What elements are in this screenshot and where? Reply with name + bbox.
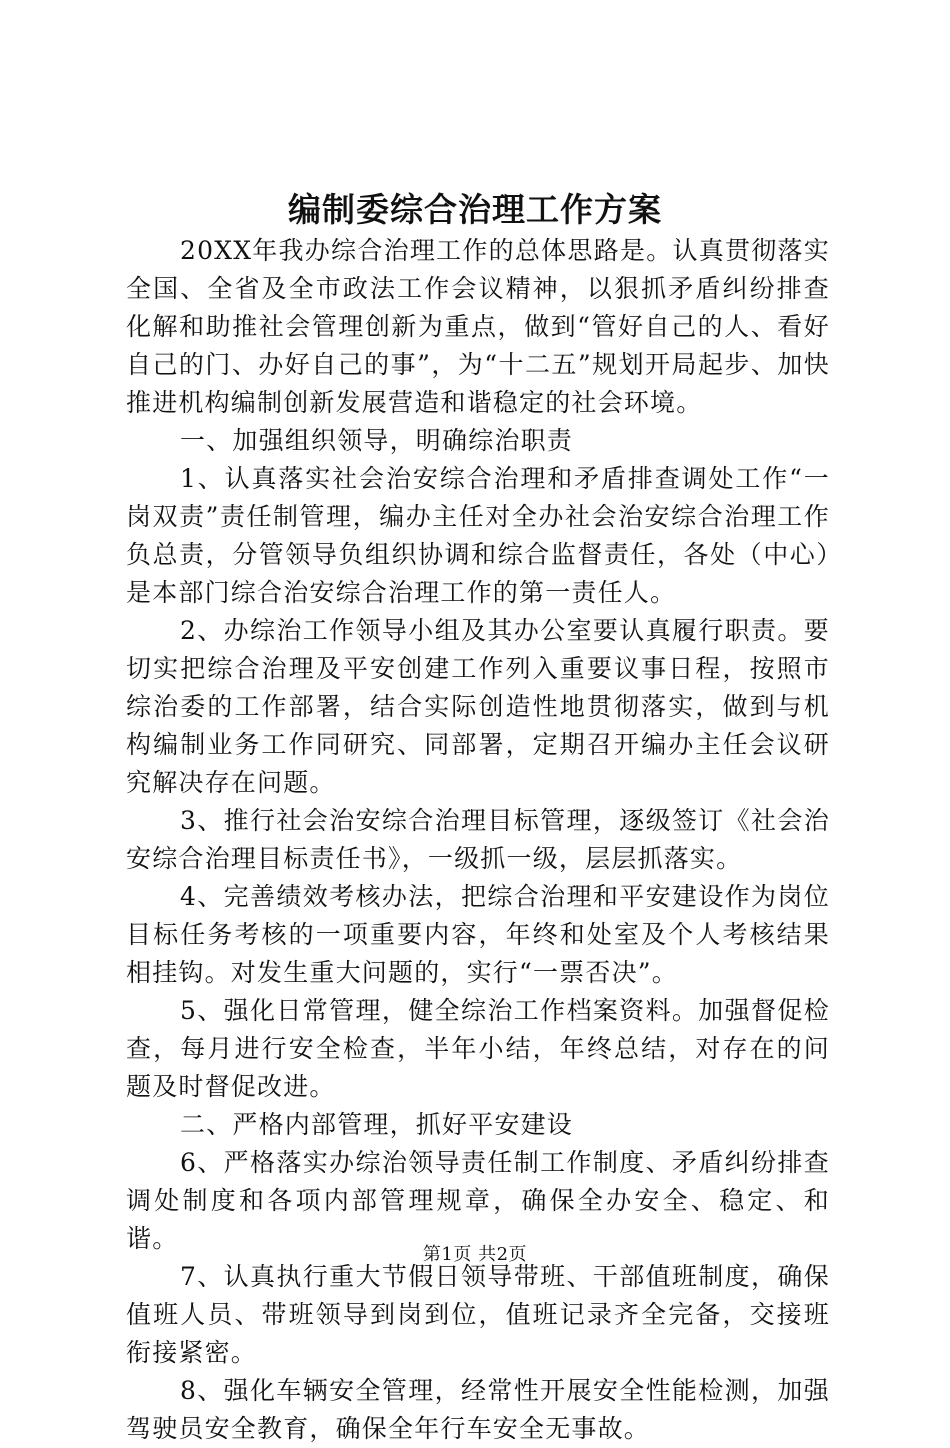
section-heading-2: 二、严格内部管理，抓好平安建设 [180,1110,574,1139]
paragraph-item-8: 8、强化车辆安全管理，经常性开展安全性能检测，加强驾驶员安全教育，确保全年行车安全无事故。 [126,1376,830,1443]
document-title: 编制委综合治理工作方案 [288,190,662,229]
intro-paragraph: 20XX年我办综合治理工作的总体思路是。认真贯彻落实全国、全省及全市政法工作会议精神，以狠抓矛盾纠纷排查化解和助推社会管理创新为重点，做到“管好自己的人、看好自己的门、办好自己的事”，为“十二五”规划开局起步、加快推进机构编制创新发展营造和谐稳定的社会环境。 [126,236,830,417]
section-heading-1: 一、加强组织领导，明确综治职责 [180,426,574,455]
paragraph-item-6: 6、严格落实办综治领导责任制工作制度、矛盾纠纷排查调处制度和各项内部管理规章，确保全办安全、稳定、和谐。 [126,1148,830,1253]
page-footer: 第1页 共2页 [422,1244,528,1265]
paragraph-item-1: 1、认真落实社会治安综合治理和矛盾排查调处工作“一岗双责”责任制管理，编办主任对全办社会治安综合治理工作负总责，分管领导负组织协调和综合监督责任，各处（中心）是本部门综合治安综合治理工作的第一责任人。 [126,464,830,607]
paragraph-item-4: 4、完善绩效考核办法，把综合治理和平安建设作为岗位目标任务考核的一项重要内容，年终和处室及个人考核结果相挂钩。对发生重大问题的，实行“一票否决”。 [126,882,830,987]
paragraph-item-2: 2、办综治工作领导小组及其办公室要认真履行职责。要切实把综合治理及平安创建工作列入重要议事日程，按照市综治委的工作部署，结合实际创造性地贯彻落实，做到与机构编制业务工作同研究、同部署，定期召开编办主任会议研究解决存在问题。 [126,616,830,797]
paragraph-item-7: 7、认真执行重大节假日领导带班、干部值班制度，确保值班人员、带班领导到岗到位，值班记录齐全完备，交接班衔接紧密。 [126,1262,830,1367]
paragraph-item-3: 3、推行社会治安综合治理目标管理，逐级签订《社会治安综合治理目标责任书》，一级抓一级，层层抓落实。 [126,806,830,873]
paragraph-item-5: 5、强化日常管理，健全综治工作档案资料。加强督促检查，每月进行安全检查，半年小结，年终总结，对存在的问题及时督促改进。 [126,996,830,1101]
